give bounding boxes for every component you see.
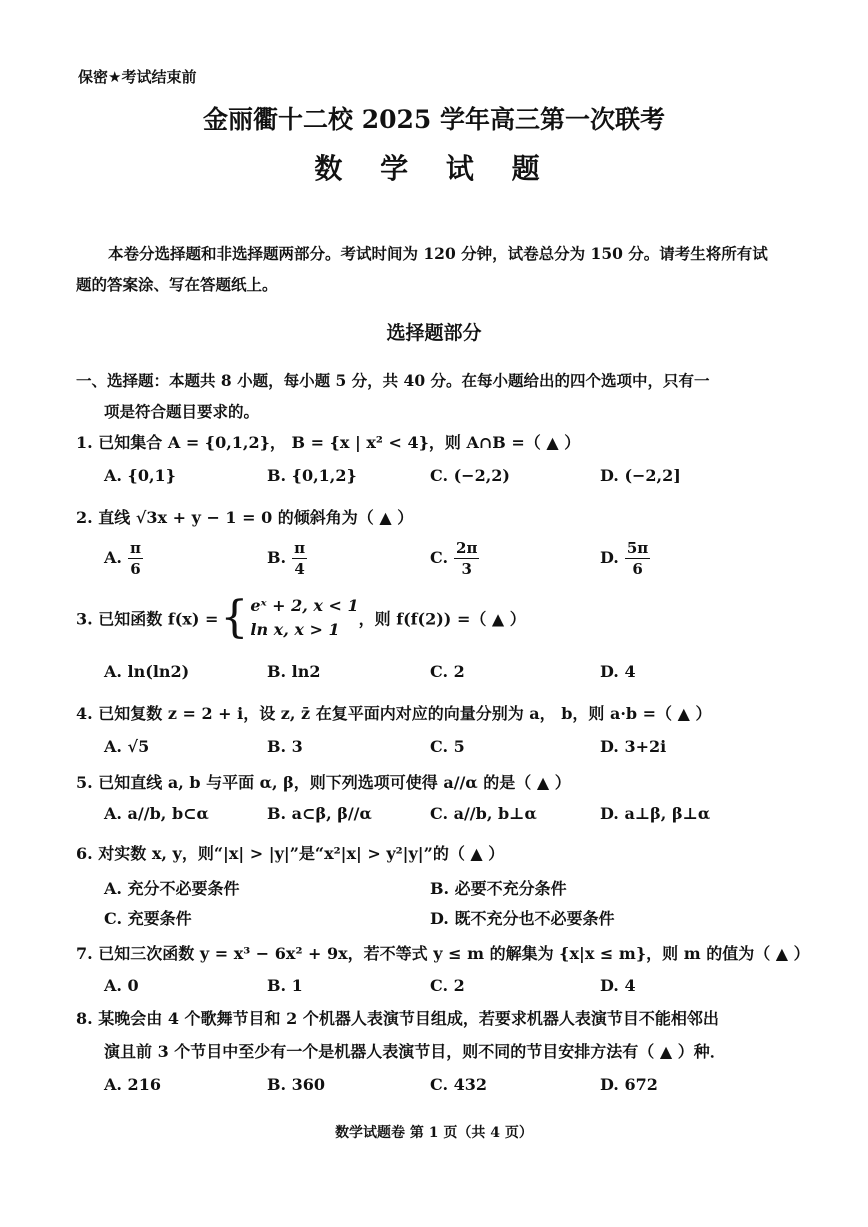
question-5-option-a: A. a//b, b⊂α xyxy=(104,804,209,823)
question-1-option-b: B. {0,1,2} xyxy=(267,466,357,485)
question-7-option-d: D. 4 xyxy=(600,976,636,995)
part-instructions xyxy=(76,365,781,427)
question-2-option-d xyxy=(600,538,650,579)
question-3-option-a: A. ln(ln2) xyxy=(104,662,190,681)
question-7-option-c: C. 2 xyxy=(430,976,465,995)
numerator: 5π xyxy=(626,539,649,557)
question-1-option-c: C. (−2,2) xyxy=(430,466,510,485)
question-6-option-a: A. 充分不必要条件 xyxy=(104,879,240,898)
option-label: A. xyxy=(104,548,122,567)
fraction xyxy=(454,538,479,579)
part-instructions-line1: 一、选择题：本题共 8 小题，每小题 5 分，共 40 分。在每小题给出的四个选项中，只有一 xyxy=(76,371,710,390)
question-6-option-d: D. 既不充分也不必要条件 xyxy=(430,909,615,928)
section-heading: 选择题部分 xyxy=(386,322,482,344)
question-3-prefix: 3. 已知函数 f(x) = xyxy=(76,609,219,629)
question-7-option-a: A. 0 xyxy=(104,976,139,995)
case-1: eˣ + 2, x < 1 xyxy=(250,596,359,615)
piecewise-cases xyxy=(250,594,358,642)
option-label: D. xyxy=(600,548,619,567)
fraction xyxy=(128,538,143,579)
question-8-option-d: D. 672 xyxy=(600,1075,658,1094)
question-8-option-c: C. 432 xyxy=(430,1075,487,1094)
question-8-stem-line2: 演且前 3 个节目中至少有一个是机器人表演节目，则不同的节目安排方法有（ ▲ ）种． xyxy=(104,1042,726,1061)
question-2-option-c xyxy=(430,538,479,579)
question-4-option-a: A. √5 xyxy=(104,737,150,756)
question-6-stem: 6. 对实数 x, y，则“|x| > |y|”是“x²|x| > y²|y|”的（ ▲ ） xyxy=(76,844,505,863)
question-6-option-c: C. 充要条件 xyxy=(104,909,192,928)
question-7-stem: 7. 已知三次函数 y = x³ − 6x² + 9x，若不等式 y ≤ m 的解集为 {x|x ≤ m}，则 m 的值为（ ▲ ） xyxy=(76,944,810,963)
exam-subject: 数 学 试 题 xyxy=(314,152,554,185)
question-8-option-b: B. 360 xyxy=(267,1075,326,1094)
denominator: 6 xyxy=(130,560,141,578)
option-label: C. xyxy=(430,548,449,567)
numerator: 2π xyxy=(456,539,478,557)
question-4-option-b: B. 3 xyxy=(267,737,303,756)
denominator: 3 xyxy=(461,560,472,578)
question-1-stem: 1. 已知集合 A = {0,1,2}， B = {x | x² < 4}，则 A∩B =（ ▲ ） xyxy=(76,433,581,452)
question-2-stem: 2. 直线 √3x + y − 1 = 0 的倾斜角为（ ▲ ） xyxy=(76,508,414,527)
question-7-option-b: B. 1 xyxy=(267,976,303,995)
question-3-option-d: D. 4 xyxy=(600,662,636,681)
denominator: 4 xyxy=(294,560,305,578)
case-2: ln x, x > 1 xyxy=(250,620,340,639)
question-1-option-a: A. {0,1} xyxy=(104,466,176,485)
fraction xyxy=(292,538,307,579)
numerator: π xyxy=(294,539,306,557)
question-3-stem xyxy=(76,594,526,642)
question-5-stem: 5. 已知直线 a, b 与平面 α, β，则下列选项可使得 a//α 的是（ ▲ ） xyxy=(76,773,571,792)
question-8-stem-line1: 8. 某晚会由 4 个歌舞节目和 2 个机器人表演节目组成，若要求机器人表演节目不能相邻出 xyxy=(76,1009,719,1028)
question-8-option-a: A. 216 xyxy=(104,1075,161,1094)
question-3-suffix: ，则 f(f(2)) =（ ▲ ） xyxy=(358,609,526,629)
question-3-option-c: C. 2 xyxy=(430,662,465,681)
exam-title: 金丽衢十二校 2025 学年高三第一次联考 xyxy=(203,105,665,134)
fraction xyxy=(625,538,650,579)
question-2-option-a xyxy=(104,538,143,579)
question-3-option-b: B. ln2 xyxy=(267,662,321,681)
brace-symbol: { xyxy=(220,592,249,643)
question-1-option-d: D. (−2,2] xyxy=(600,466,681,485)
question-5-option-c: C. a//b, b⊥α xyxy=(430,804,537,823)
question-6-option-b: B. 必要不充分条件 xyxy=(430,879,567,898)
confidential-label: 保密★考试结束前 xyxy=(78,68,197,86)
part-instructions-line2: 项是符合题目要求的。 xyxy=(104,402,260,421)
question-5-option-d: D. a⊥β, β⊥α xyxy=(600,804,711,823)
question-2-option-b xyxy=(267,538,307,579)
question-5-option-b: B. a⊂β, β//α xyxy=(267,804,372,823)
question-4-option-c: C. 5 xyxy=(430,737,465,756)
question-4-option-d: D. 3+2i xyxy=(600,737,667,756)
numerator: π xyxy=(129,539,141,557)
page-footer: 数学试题卷 第 1 页（共 4 页） xyxy=(335,1125,533,1141)
denominator: 6 xyxy=(632,560,643,578)
instructions: 本卷分选择题和非选择题两部分。考试时间为 120 分钟，试卷总分为 150 分。请考生将所有试题的答案涂、写在答题纸上。 xyxy=(76,244,768,294)
question-4-stem: 4. 已知复数 z = 2 + i，设 z, z̄ 在复平面内对应的向量分别为 a， b，则 a·b =（ ▲ ） xyxy=(76,704,712,723)
option-label: B. xyxy=(267,548,287,567)
